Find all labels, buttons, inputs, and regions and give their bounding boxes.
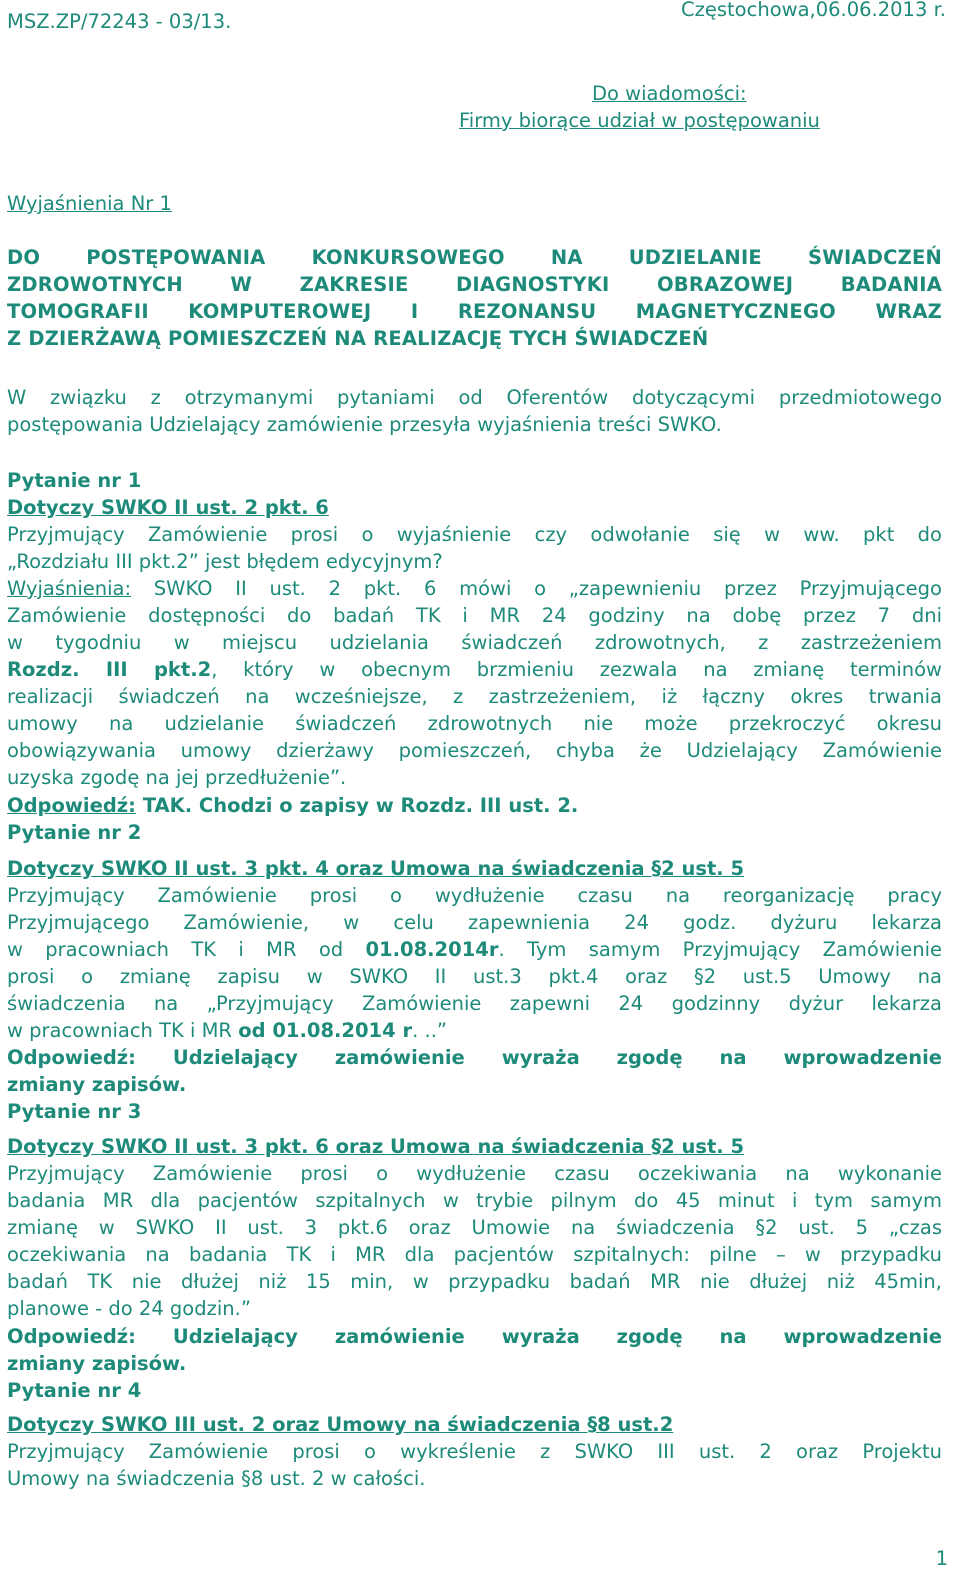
reference-number: MSZ.ZP/72243 - 03/13.: [7, 10, 232, 33]
question-1-explanation: obowiązywania umowy dzierżawy pomieszczeń, chyba że Udzielający Zamówienie: [7, 739, 942, 762]
question-1-text: Przyjmujący Zamówienie prosi o wyjaśnienie czy odwołanie się w ww. pkt do: [7, 523, 942, 546]
question-3-text: Przyjmujący Zamówienie prosi o wydłużenie czasu oczekiwania na wykonanie: [7, 1162, 942, 1185]
question-3-answer: zmiany zapisów.: [7, 1352, 187, 1375]
question-3-ref: Dotyczy SWKO II ust. 3 pkt. 6 oraz Umowa na świadczenia §2 ust. 5: [7, 1135, 745, 1158]
question-2-ref: Dotyczy SWKO II ust. 3 pkt. 4 oraz Umowa na świadczenia §2 ust. 5: [7, 857, 745, 880]
question-1-explanation: uzyska zgodę na jej przedłużenie”.: [7, 766, 347, 789]
subject-line: Z DZIERŻAWĄ POMIESZCZEŃ NA REALIZACJĘ TYCH ŚWIADCZEŃ: [7, 327, 709, 350]
question-2-text: w pracowniach TK i MR od 01.08.2014 r. ..”: [7, 1019, 448, 1042]
question-2-text: Przyjmującego Zamówienie, w celu zapewnienia 24 godz. dyżuru lekarza: [7, 911, 942, 934]
question-2-text: prosi o zmianę zapisu w SWKO II ust.3 pkt.4 oraz §2 ust.5 Umowy na: [7, 965, 942, 988]
answer-label: Odpowiedź:: [7, 794, 136, 817]
question-1-text: „Rozdziału III pkt.2” jest błędem edycyjnym?: [7, 550, 443, 573]
subject-line: TOMOGRAFII KOMPUTEROWEJ I REZONANSU MAGNETYCZNEGO WRAZ: [7, 300, 942, 323]
addressee-label: Do wiadomości:: [592, 82, 747, 105]
question-2-text: Przyjmujący Zamówienie prosi o wydłużenie czasu na reorganizację pracy: [7, 884, 942, 907]
question-4-text: Umowy na świadczenia §8 ust. 2 w całości.: [7, 1467, 426, 1490]
question-1-title: Pytanie nr 1: [7, 469, 142, 492]
question-2-answer: Odpowiedź: Udzielający zamówienie wyraża zgodę na wprowadzenie: [7, 1046, 942, 1069]
subject-line: DO POSTĘPOWANIA KONKURSOWEGO NA UDZIELANIE ŚWIADCZEŃ: [7, 246, 942, 269]
question-4-title: Pytanie nr 4: [7, 1379, 142, 1402]
question-3-answer: Odpowiedź: Udzielający zamówienie wyraża zgodę na wprowadzenie: [7, 1325, 942, 1348]
question-4-text: Przyjmujący Zamówienie prosi o wykreślenie z SWKO III ust. 2 oraz Projektu: [7, 1440, 942, 1463]
question-3-text: badań TK nie dłużej niż 15 min, w przypadku badań MR nie dłużej niż 45min,: [7, 1270, 942, 1293]
intro-line: W związku z otrzymanymi pytaniami od Oferentów dotyczącymi przedmiotowego: [7, 386, 942, 409]
intro-line: postępowania Udzielający zamówienie przesyła wyjaśnienia treści SWKO.: [7, 413, 722, 436]
question-1-explanation: w tygodniu w miejscu udzielania świadczeń zdrowotnych, z zastrzeżeniem: [7, 631, 942, 654]
question-3-text: badania MR dla pacjentów szpitalnych w trybie pilnym do 45 minut i tym samym: [7, 1189, 942, 1212]
question-3-text: planowe - do 24 godzin.”: [7, 1297, 251, 1320]
question-1-answer: Odpowiedź: TAK. Chodzi o zapisy w Rozdz. III ust. 2.: [7, 794, 579, 817]
subject-line: ZDROWOTNYCH W ZAKRESIE DIAGNOSTYKI OBRAZOWEJ BADANIA: [7, 273, 942, 296]
page-number: 1: [935, 1547, 948, 1570]
question-3-text: zmianę w SWKO II ust. 3 pkt.6 oraz Umowie na świadczenia §2 ust. 5 „czas: [7, 1216, 942, 1239]
question-2-text: świadczenia na „Przyjmujący Zamówienie zapewni 24 godzinny dyżur lekarza: [7, 992, 942, 1015]
question-2-title: Pytanie nr 2: [7, 821, 142, 844]
addressee: Firmy biorące udział w postępowaniu: [459, 109, 820, 132]
doc-title: Wyjaśnienia Nr 1: [7, 192, 172, 215]
question-1-explanation: realizacji świadczeń na wcześniejsze, z zastrzeżeniem, iż łączny okres trwania: [7, 685, 942, 708]
question-4-ref: Dotyczy SWKO III ust. 2 oraz Umowy na świadczenia §8 ust.2: [7, 1413, 674, 1436]
question-2-answer: zmiany zapisów.: [7, 1073, 187, 1096]
place-date: Częstochowa,06.06.2013 r.: [681, 0, 946, 21]
question-1-explanation: Zamówienie dostępności do badań TK i MR 24 godziny na dobę przez 7 dni: [7, 604, 942, 627]
question-1-explanation: Wyjaśnienia: SWKO II ust. 2 pkt. 6 mówi o „zapewnieniu przez Przyjmującego: [7, 577, 942, 600]
question-3-title: Pytanie nr 3: [7, 1100, 142, 1123]
explanation-label: Wyjaśnienia:: [7, 577, 132, 600]
question-1-explanation: umowy na udzielanie świadczeń zdrowotnych nie może przekroczyć okresu: [7, 712, 942, 735]
question-2-text: w pracowniach TK i MR od 01.08.2014r. Tym samym Przyjmujący Zamówienie: [7, 938, 942, 961]
question-3-text: oczekiwania na badania TK i MR dla pacjentów szpitalnych: pilne – w przypadku: [7, 1243, 942, 1266]
question-1-explanation: Rozdz. III pkt.2, który w obecnym brzmieniu zezwala na zmianę terminów: [7, 658, 942, 681]
question-1-ref: Dotyczy SWKO II ust. 2 pkt. 6: [7, 496, 329, 519]
